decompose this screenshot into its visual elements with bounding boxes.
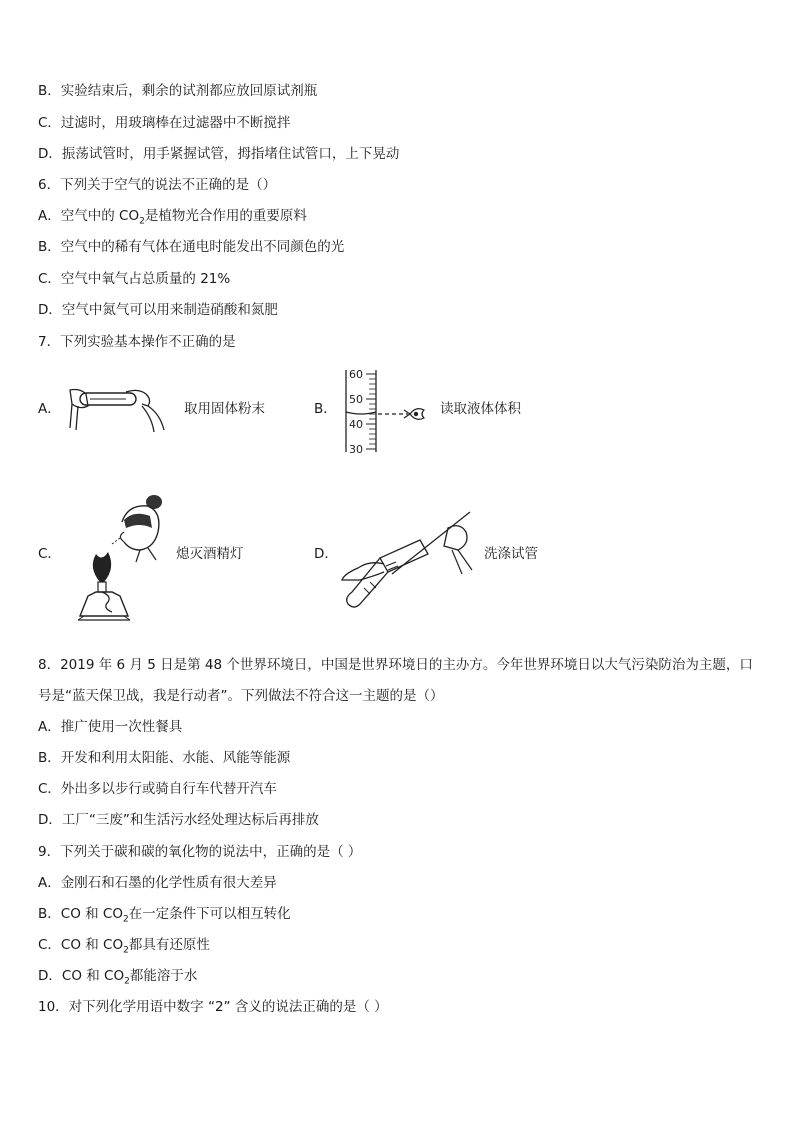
q10-stem: 10．对下列化学用语中数字 “2” 含义的说法正确的是（ ）	[38, 999, 388, 1015]
q8-stem-line-2: 号是“蓝天保卫战，我是行动者”。下列做法不符合这一主题的是（）	[38, 688, 444, 704]
q7-option-b-caption: 读取液体体积	[440, 401, 521, 417]
powder-sampling-illustration	[66, 384, 170, 436]
q8-option-a: A．推广使用一次性餐具	[38, 719, 183, 735]
extinguish-lamp-illustration	[78, 492, 170, 632]
cylinder-tick-label: 30	[349, 443, 363, 454]
q8-option-d: D．工厂“三废”和生活污水经处理达标后再排放	[38, 812, 319, 828]
q6-option-d: D．空气中氮气可以用来制造硝酸和氮肥	[38, 302, 278, 318]
q7-option-d-caption: 洗涤试管	[484, 546, 538, 562]
wash-test-tube-illustration	[340, 510, 480, 614]
graduated-cylinder-illustration	[336, 368, 436, 454]
q9-stem: 9．下列关于碳和碳的氧化物的说法中，正确的是（ ）	[38, 844, 362, 860]
q9-option-b: B．CO 和 $CO_2$在一定条件下可以相互转化	[38, 906, 291, 925]
q6-option-a: A．空气中的 $CO_2$是植物光合作用的重要原料	[38, 208, 307, 227]
q7-option-d-label: D．	[314, 546, 338, 562]
q7-option-a-caption: 取用固体粉末	[184, 401, 265, 417]
q7-option-c-caption: 熄灭酒精灯	[176, 546, 244, 562]
q5-option-d: D．振荡试管时，用手紧握试管，拇指堵住试管口，上下晃动	[38, 146, 400, 162]
q7-stem: 7．下列实验基本操作不正确的是	[38, 334, 236, 350]
q5-option-b: B．实验结束后，剩余的试剂都应放回原试剂瓶	[38, 83, 318, 99]
q9-option-c: C．CO 和 $CO_2$都具有还原性	[38, 937, 210, 956]
q8-stem-line-1: 8．2019 年 6 月 5 日是第 48 个世界环境日，中国是世界环境日的主办方。今年世界环境日以大气污染防治为主题，口	[38, 657, 753, 673]
cylinder-tick-label: 50	[349, 393, 363, 406]
q9-option-a: A．金刚石和石墨的化学性质有很大差异	[38, 875, 277, 891]
q6-stem: 6．下列关于空气的说法不正确的是（）	[38, 177, 277, 193]
q7-option-c-label: C．	[38, 546, 61, 562]
cylinder-tick-label: 60	[349, 368, 363, 381]
q7-option-a-label: A．	[38, 401, 61, 417]
cylinder-tick-label: 40	[349, 418, 363, 431]
q6-option-c: C．空气中氧气占总质量的 21%	[38, 271, 231, 287]
q7-option-b-label: B．	[314, 401, 337, 417]
q6-option-b: B．空气中的稀有气体在通电时能发出不同颜色的光	[38, 239, 345, 255]
q8-option-b: B．开发和利用太阳能、水能、风能等能源	[38, 750, 291, 766]
q8-option-c: C．外出多以步行或骑自行车代替开汽车	[38, 781, 277, 797]
q9-option-d: D．CO 和 $CO_2$都能溶于水	[38, 968, 198, 987]
q5-option-c: C．过滤时，用玻璃棒在过滤器中不断搅拌	[38, 115, 291, 131]
